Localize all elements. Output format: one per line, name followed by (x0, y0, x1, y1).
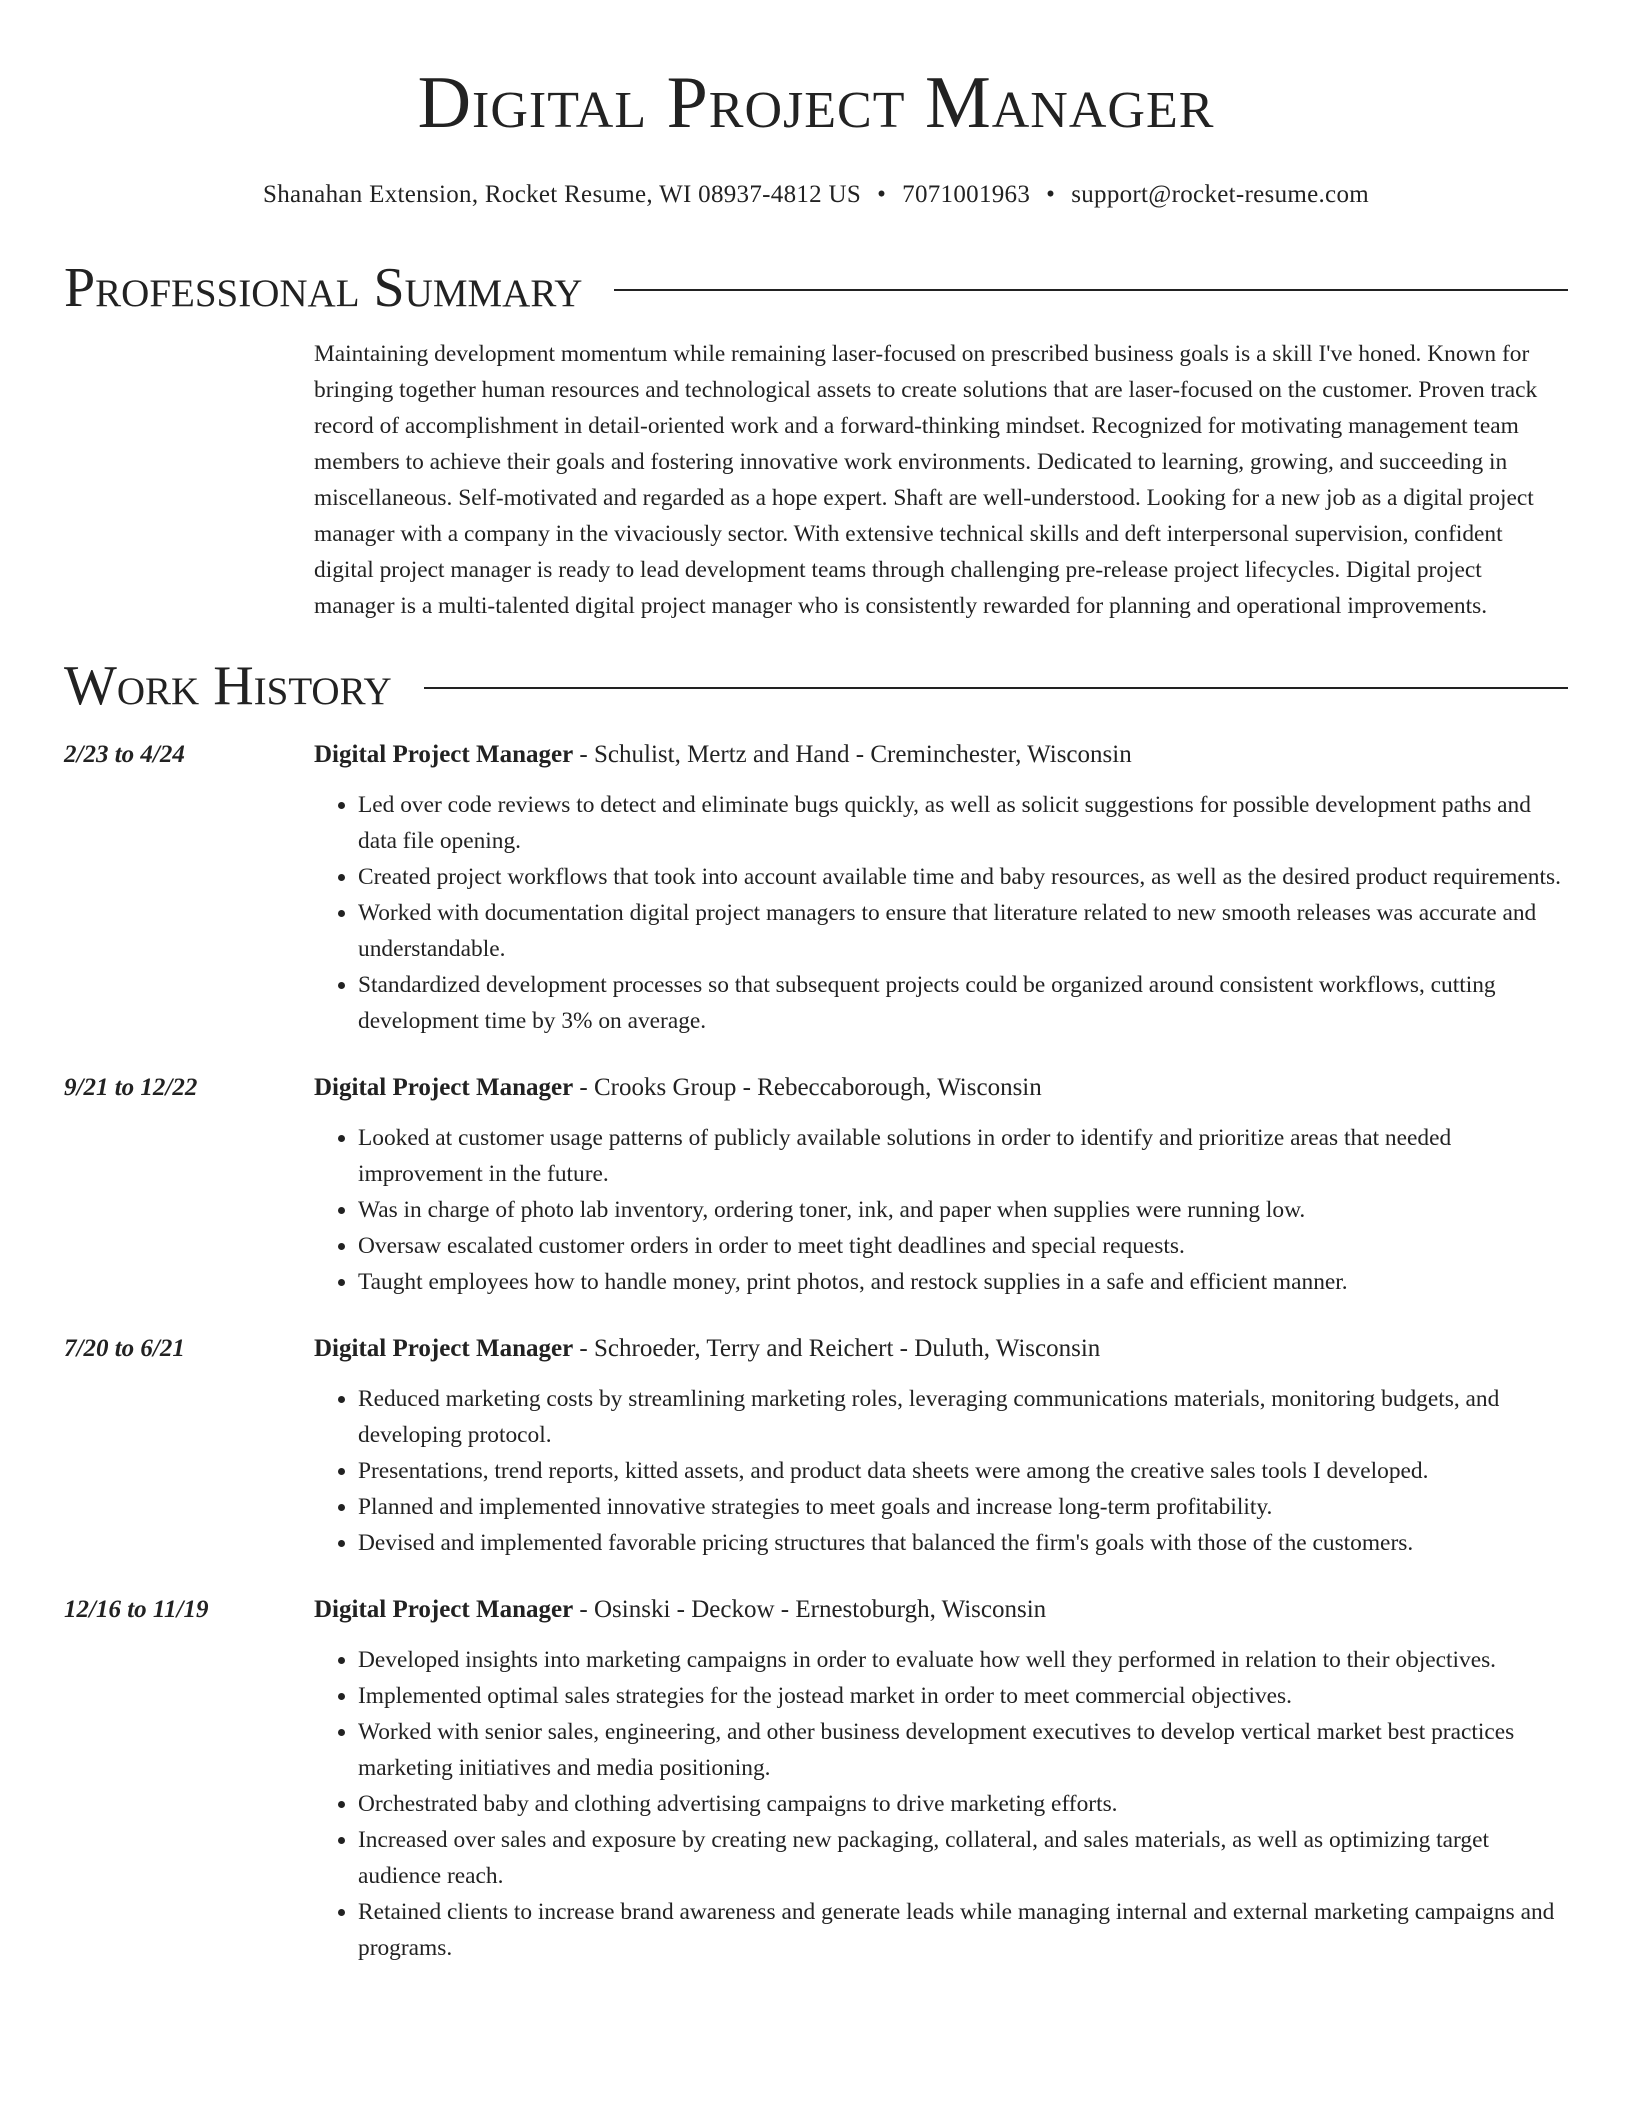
work-history-section-header (64, 654, 1568, 718)
job-company-location: - Osinski - Deckow - Ernestoburgh, Wisconsin (573, 1596, 1047, 1623)
job-bullet: • Presentations, trend reports, kitted assets, and product data sheets were among the creative sales tools I developed. (358, 1453, 1568, 1489)
job-bullet: • Standardized development processes so that subsequent projects could be organized around consistent workflows, cutting development time by 3% on average. (358, 967, 1568, 1039)
job-dates: 12/16 to 11/19 (64, 1596, 209, 1623)
job-bullet: • Was in charge of photo lab inventory, ordering toner, ink, and paper when supplies were running low. (358, 1192, 1568, 1228)
job-bullet: • Increased over sales and exposure by creating new packaging, collateral, and sales materials, as well as optimizing target audience reach. (358, 1822, 1568, 1894)
work-history-section-title: Work History (64, 655, 392, 717)
contact-separator: • (877, 181, 887, 208)
job-bullet: • Developed insights into marketing campaigns in order to evaluate how well they performed in relation to their objectives. (358, 1642, 1568, 1678)
job-heading (314, 1330, 1568, 1368)
job-bullet-list (314, 1120, 1568, 1300)
job-list (64, 736, 1568, 1966)
contact-address: Shanahan Extension, Rocket Resume, WI 08937-4812 US (262, 181, 862, 208)
job-bullet-list (314, 1642, 1568, 1966)
job-entry (64, 1591, 1568, 1966)
job-bullet-list (314, 1381, 1568, 1561)
job-bullet: • Created project workflows that took into account available time and baby resources, as well as the desired product requirements. (358, 859, 1568, 895)
job-bullet: • Devised and implemented favorable pricing structures that balanced the firm's goals with those of the customers. (358, 1525, 1568, 1561)
job-heading (314, 1591, 1568, 1629)
job-heading (314, 736, 1568, 774)
job-company-location: - Schulist, Mertz and Hand - Creminchester, Wisconsin (573, 741, 1132, 768)
job-heading (314, 1069, 1568, 1107)
job-bullet-list (314, 787, 1568, 1039)
contact-email: support@rocket-resume.com (1071, 181, 1369, 208)
job-bullet: • Implemented optimal sales strategies for the jostead market in order to meet commercial objectives. (358, 1678, 1568, 1714)
job-role: Digital Project Manager (314, 1335, 574, 1362)
job-bullet: • Taught employees how to handle money, print photos, and restock supplies in a safe and efficient manner. (358, 1264, 1568, 1300)
contact-separator: • (1046, 181, 1056, 208)
summary-section-title: Professional Summary (64, 257, 583, 319)
job-body (314, 1591, 1568, 1966)
summary-section-header (64, 256, 1568, 320)
job-dates: 9/21 to 12/22 (64, 1074, 198, 1101)
job-company-location: - Schroeder, Terry and Reichert - Duluth, Wisconsin (573, 1335, 1101, 1362)
job-bullet: • Reduced marketing costs by streamlining marketing roles, leveraging communications materials, monitoring budgets, and developing protocol. (358, 1381, 1568, 1453)
job-bullet: • Led over code reviews to detect and eliminate bugs quickly, as well as solicit suggestions for possible development paths and data file opening. (358, 787, 1568, 859)
job-entry (64, 1069, 1568, 1300)
contact-phone: 7071001963 (902, 181, 1031, 208)
section-divider (614, 289, 1568, 291)
candidate-name: Digital Project Manager (417, 62, 1215, 144)
job-bullet: • Retained clients to increase brand awareness and generate leads while managing internal and external marketing campaigns and programs. (358, 1894, 1568, 1966)
job-body (314, 1330, 1568, 1561)
job-bullet: • Oversaw escalated customer orders in order to meet tight deadlines and special requests. (358, 1228, 1568, 1264)
job-bullet: • Looked at customer usage patterns of publicly available solutions in order to identify and prioritize areas that needed improvement in the future. (358, 1120, 1568, 1192)
job-role: Digital Project Manager (314, 1596, 574, 1623)
job-bullet: • Orchestrated baby and clothing advertising campaigns to drive marketing efforts. (358, 1786, 1568, 1822)
job-dates: 2/23 to 4/24 (64, 741, 185, 768)
job-entry (64, 1330, 1568, 1561)
job-entry (64, 736, 1568, 1039)
job-role: Digital Project Manager (314, 1074, 574, 1101)
summary-text: Maintaining development momentum while remaining laser-focused on prescribed business goals is a skill I've honed. Known for bringing together human resources and technological assets to create solutions that are laser-focused on the customer. Proven track record of accomplishment in detail-oriented work and a forward-thinking mindset. Recognized for motivating management team members to achieve their goals and fostering innovative work environments. Dedicated to learning, growing, and succeeding in miscellaneous. Self-motivated and regarded as a hope expert. Shaft are well-understood. Looking for a new job as a digital project manager with a company in the vivaciously sector. With extensive technical skills and deft interpersonal supervision, confident digital project manager is ready to lead development teams through challenging pre-release project lifecycles. Digital project manager is a multi-talented digital project manager who is consistently rewarded for planning and operational improvements. (314, 341, 1538, 619)
job-bullet: • Worked with senior sales, engineering, and other business development executives to develop vertical market best practices marketing initiatives and media positioning. (358, 1714, 1568, 1786)
job-bullet: • Worked with documentation digital project managers to ensure that literature related to new smooth releases was accurate and understandable. (358, 895, 1568, 967)
contact-line (64, 178, 1568, 212)
job-dates: 7/20 to 6/21 (64, 1335, 185, 1362)
job-body (314, 736, 1568, 1039)
job-company-location: - Crooks Group - Rebeccaborough, Wisconsin (573, 1074, 1042, 1101)
job-role: Digital Project Manager (314, 741, 574, 768)
job-bullet: • Planned and implemented innovative strategies to meet goals and increase long-term profitability. (358, 1489, 1568, 1525)
section-divider (424, 687, 1568, 689)
job-body (314, 1069, 1568, 1300)
